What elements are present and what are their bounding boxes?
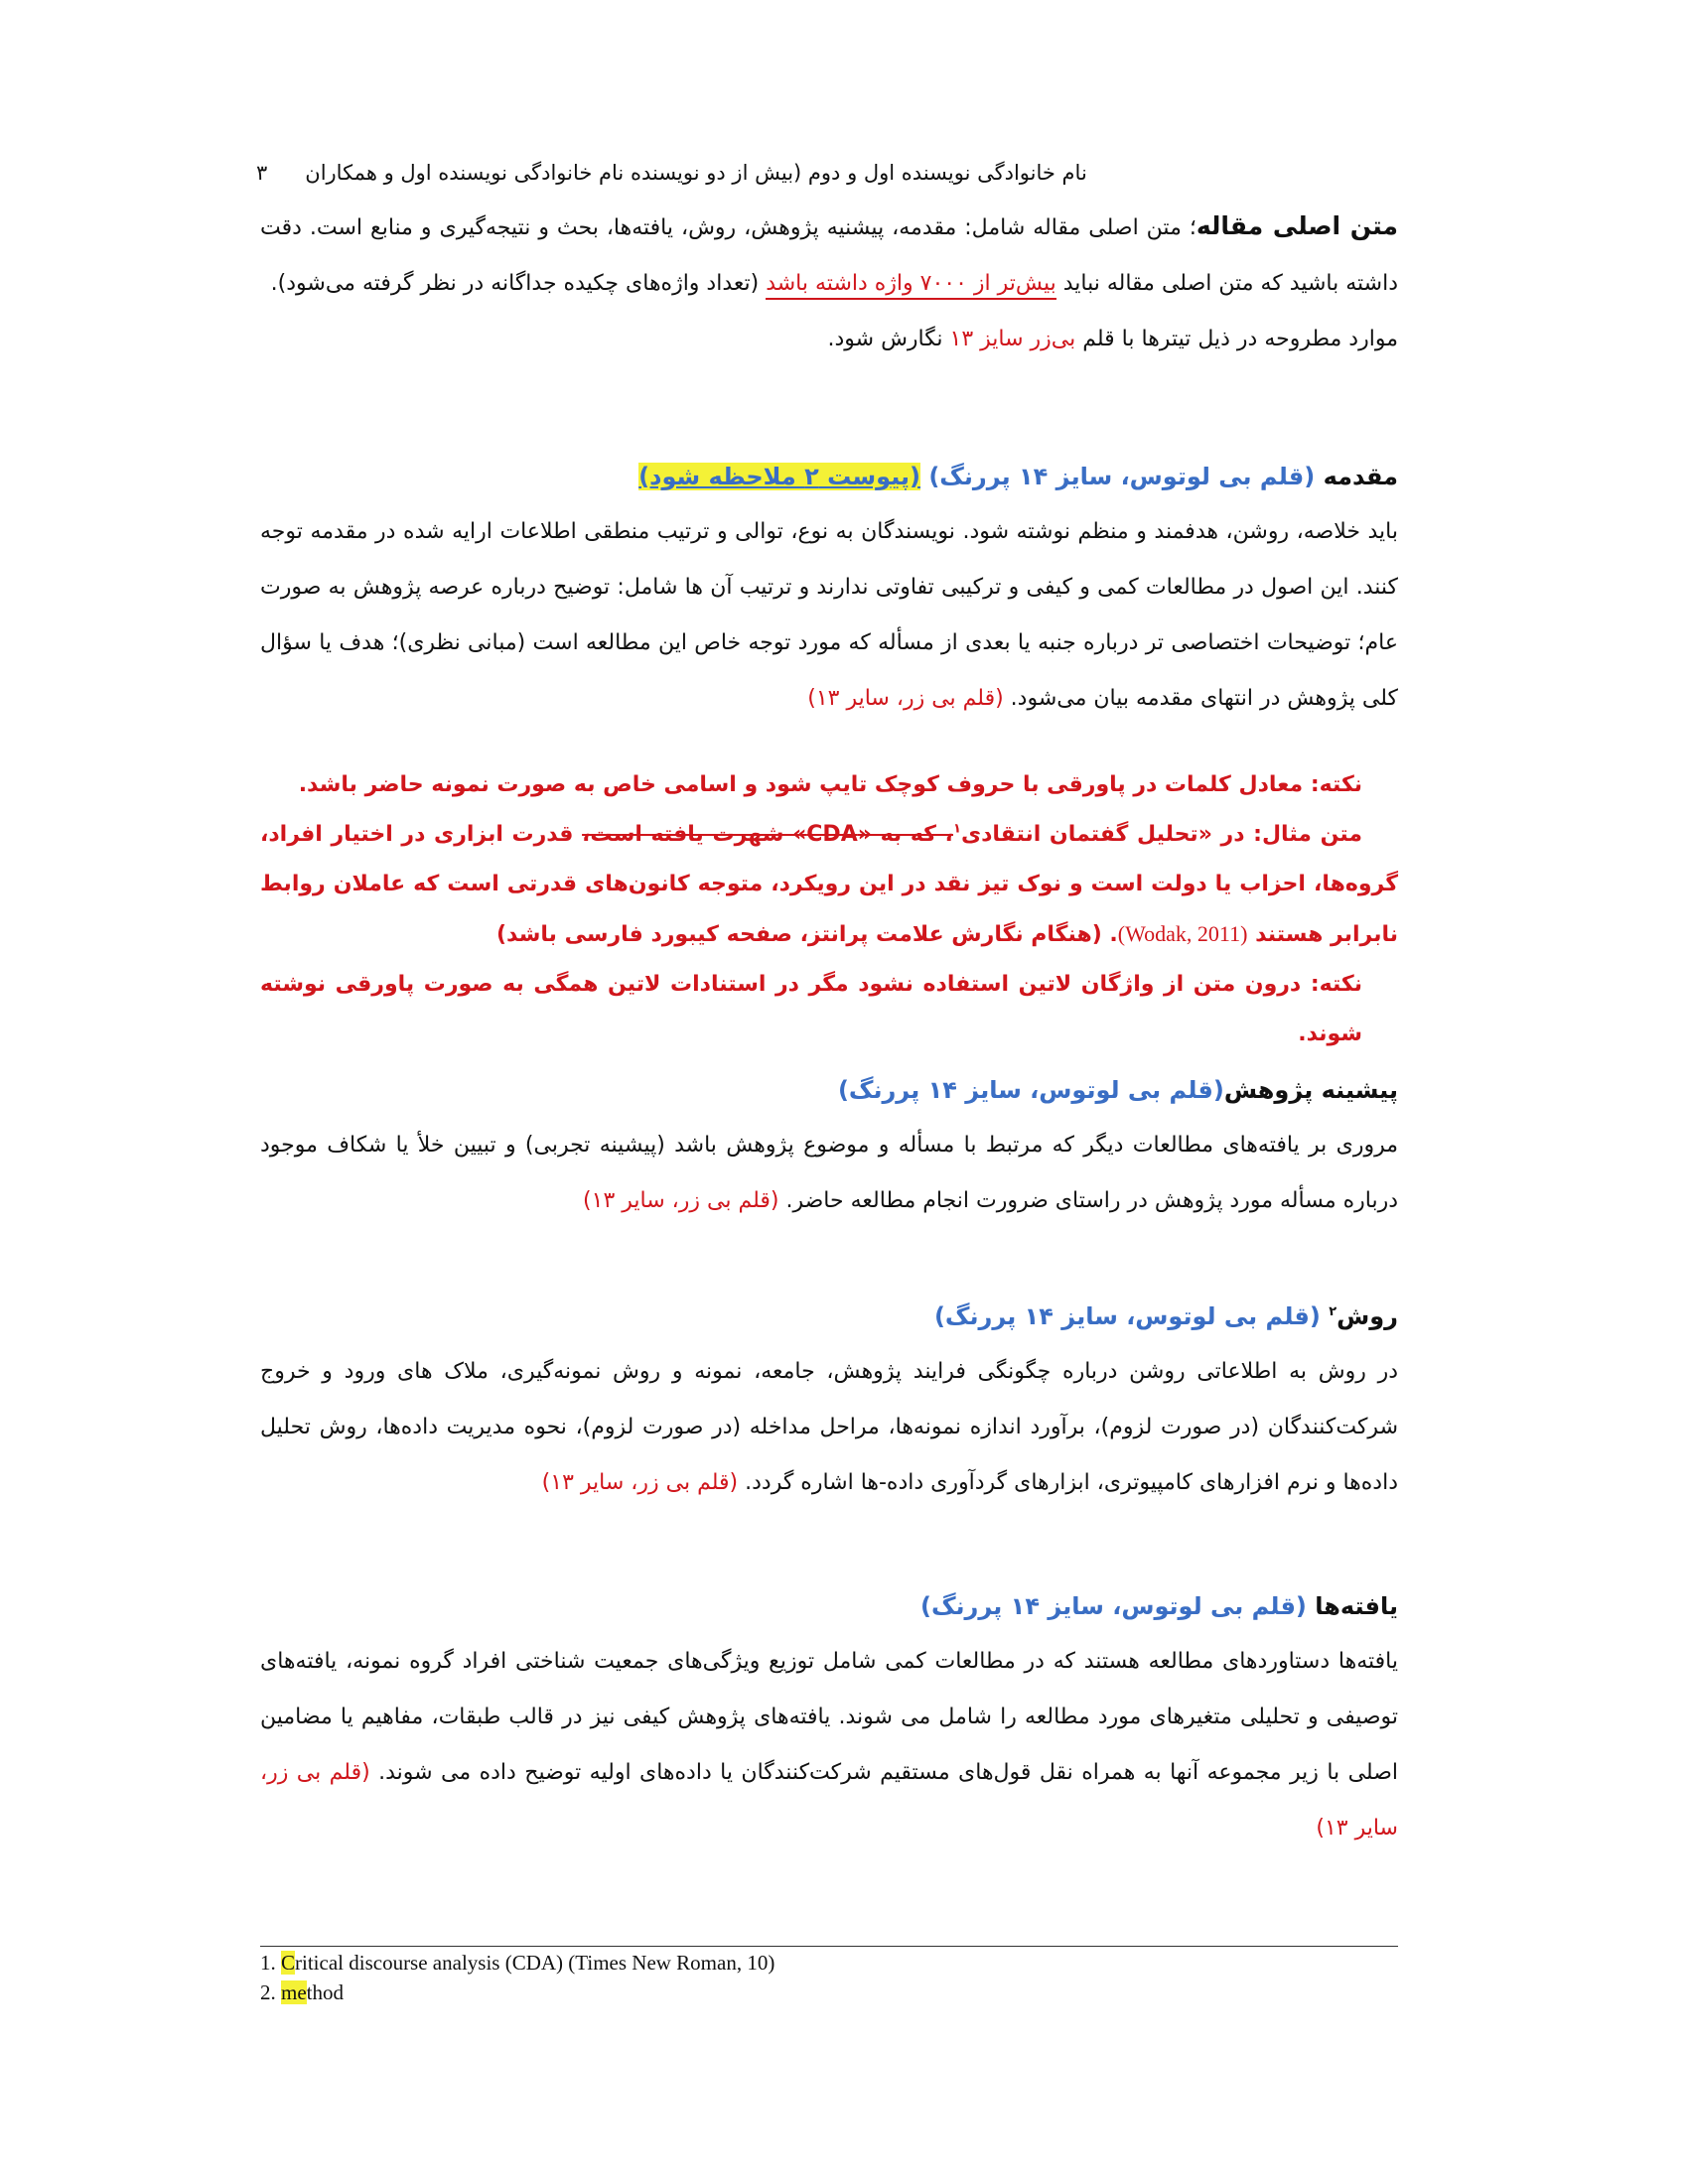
- main-text-section: [260, 199, 1398, 367]
- footnote-ref-2: ۲: [1329, 1304, 1337, 1319]
- findings-font-note: (قلم بی زر، سایر ۱۳): [260, 1760, 1398, 1841]
- footnote-1-number: 1.: [260, 1951, 276, 1975]
- font-instruction-b: نگارش شود.: [827, 327, 950, 351]
- footnote-1-highlight: C: [281, 1951, 296, 1975]
- footnote-2-highlight: me: [281, 1980, 307, 2004]
- running-header: [256, 151, 1087, 195]
- literature-heading-note: (قلم بی لوتوس، سایز ۱۴ پررنگ): [837, 1076, 1224, 1104]
- intro-heading: [260, 449, 1398, 504]
- method-body: [260, 1344, 1398, 1511]
- example-struck-text: ، که به «CDA» شهرت یافته است،: [582, 822, 953, 847]
- main-text-body-1: ؛ متن اصلی مقاله شامل: مقدمه، پیشنیه پژوهش، روش، یافته‌ها، بحث و نتیجه‌گیری و منابع است. دقت داشته باشید که متن اصلی مقاله نباید: [260, 215, 1398, 296]
- note-footnote-rule: نکته: معادل کلمات در پاورقی با حروف کوچک تایپ شود و اسامی خاص به صورت نمونه حاضر باشد.: [298, 772, 1362, 797]
- method-heading-text: روش: [1336, 1302, 1398, 1330]
- footnote-2-number: 2.: [260, 1980, 276, 2004]
- appendix-note: (پیوست ۲ ملاحظه شود): [638, 463, 920, 490]
- main-text-lead: متن اصلی مقاله: [1196, 211, 1398, 240]
- main-text-paragraph: [260, 199, 1398, 312]
- findings-heading: [260, 1578, 1398, 1634]
- intro-font-note: (قلم بی زر، سایر ۱۳): [807, 686, 1004, 711]
- method-heading: [260, 1289, 1398, 1344]
- literature-heading-text: پیشینه پژوهش: [1223, 1076, 1398, 1104]
- example-paragraph: [260, 810, 1398, 960]
- example-text-a: متن مثال: در «تحلیل گفتمان انتقادی: [960, 822, 1362, 847]
- literature-body-text: مروری بر یافته‌های مطالعات دیگر که مرتبط با مسأله و موضوع پژوهش باشد (پیشینه تجربی) و تبیین خلأ یا شکاف موجود درباره مسأله مورد پژوهش در راستای ضرورت انجام مطالعه حاضر.: [260, 1133, 1398, 1213]
- findings-heading-text: یافته‌ها: [1315, 1592, 1398, 1620]
- main-text-body-2: (تعداد واژه‌های چکیده جداگانه در نظر گرفته می‌شود).: [270, 271, 767, 296]
- method-heading-note: (قلم بی لوتوس، سایز ۱۴ پررنگ): [933, 1302, 1321, 1330]
- footnote-2-text: thod: [306, 1980, 344, 2004]
- findings-body-text: یافته‌ها دستاوردهای مطالعه هستند که در مطالعات کمی شامل توزیع ویژگی‌های جمعیت شناختی افراد گروه نمونه، یافته‌های توصیفی و تحلیلی متغیرهای مورد مطالعه را شامل می شوند. یافته‌های پژوهش کیفی نیز در قالب طبقات، مفاهیم یا مضامین اصلی با زیر مجموعه آنها به همراه نقل قول‌های مستقیم شرکت‌کنندگان یا داده‌های اولیه توضیح داده می شوند.: [260, 1649, 1398, 1785]
- intro-heading-text: مقدمه: [1323, 463, 1398, 490]
- footnote-1-text: ritical discourse analysis (CDA) (Times New Roman, 10): [295, 1951, 775, 1975]
- word-limit: بیش‌تر از ۷۰۰۰ واژه داشته باشد: [766, 271, 1056, 300]
- footnote-ref-1: ۱: [953, 821, 961, 837]
- literature-font-note: (قلم بی زر، سایر ۱۳): [583, 1188, 779, 1213]
- running-title: نام خانوادگی نویسنده اول و دوم (بیش از دو نویسنده نام خانوادگی نویسنده اول و همکاران: [305, 161, 1087, 185]
- literature-heading: [260, 1062, 1398, 1118]
- findings-section: [260, 1578, 1398, 1856]
- font-instruction: [260, 312, 1398, 367]
- findings-body: [260, 1634, 1398, 1856]
- method-section: [260, 1289, 1398, 1511]
- example-citation: (Wodak, 2011): [1117, 921, 1248, 946]
- method-body-text: در روش به اطلاعاتی روشن درباره چگونگی فرایند پژوهش، جامعه، نمونه و روش نمونه‌گیری، ملاک های ورود و خروج شرکت‌کنندگان (در صورت لزوم)، برآورد اندازه نمونه‌ها، مراحل مداخله (در صورت لزوم)، نحوه مدیریت داده‌ها، روش تحلیل داده‌ها و نرم افزارهای کامپیوتری، ابزارهای گردآوری داده-ها اشاره گردد.: [260, 1359, 1398, 1495]
- findings-heading-note: (قلم بی لوتوس، سایز ۱۴ پررنگ): [920, 1592, 1307, 1620]
- font-instruction-font: بی‌زر سایز ۱۳: [949, 327, 1076, 351]
- footnotes: [260, 1948, 1398, 2007]
- intro-body-text: باید خلاصه، روشن، هدفمند و منظم نوشته شود. نویسندگان به نوع، توالی و ترتیب منطقی اطلاعات ارایه شده در مقدمه توجه کنند. این اصول در مطالعات کمی و کیفی و ترکیبی تفاوتی ندارند و ترتیب آن ها شامل: توضیح درباره عرصه پژوهش به صورت عام؛ توضیحات اختصاصی تر درباره جنبه یا بعدی از مسأله که مورد توجه خاص این مطالعه است (مبانی نظری)؛ هدف یا سؤال کلی پژوهش در انتهای مقدمه بیان می‌شود.: [260, 519, 1398, 711]
- method-font-note: (قلم بی زر، سایر ۱۳): [541, 1470, 739, 1495]
- intro-section: [260, 449, 1398, 727]
- example-text-b: قدرت ابزاری در اختیار افراد، گروه‌ها، احزاب یا دولت است و نوک تیز نقد در این رویکرد، متوجه کانون‌های قدرتی است که عاملان روابط نابرابر هستند: [260, 822, 1398, 947]
- notes-section: [260, 760, 1398, 1059]
- literature-section: [260, 1062, 1398, 1229]
- font-instruction-a: موارد مطروحه در ذیل تیترها با قلم: [1075, 327, 1398, 351]
- intro-body: [260, 504, 1398, 727]
- page-number: ۳: [256, 161, 268, 185]
- footnote-separator: [260, 1946, 1398, 1947]
- note-latin-words: نکته: درون متن از واژگان لاتین استفاده نشود مگر در استنادات لاتین همگی به صورت پاورقی نوشته شوند.: [260, 972, 1362, 1046]
- footnote-1: [260, 1948, 1398, 1978]
- literature-body: [260, 1118, 1398, 1229]
- footnote-2: [260, 1978, 1398, 2007]
- intro-heading-note: (قلم بی لوتوس، سایز ۱۴ پررنگ): [928, 463, 1316, 490]
- example-text-c: . (هنگام نگارش علامت پرانتز، صفحه کیبورد فارسی باشد): [496, 922, 1118, 947]
